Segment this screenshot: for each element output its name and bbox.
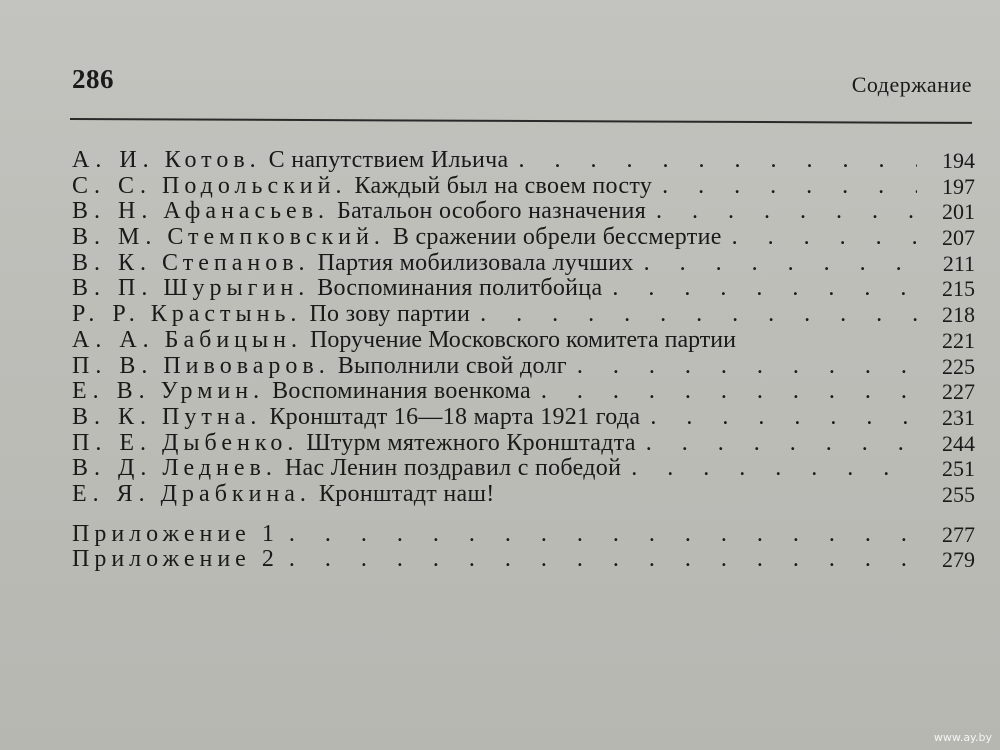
- appendix-page-number: 279: [942, 547, 975, 573]
- page-number: 286: [72, 64, 114, 94]
- dot-leader: [646, 431, 917, 457]
- author-surname: Шурыгин.: [163, 275, 310, 302]
- entry-page-number: 211: [942, 250, 975, 276]
- author-surname: Подольский.: [162, 172, 347, 199]
- toc-entry: [72, 251, 975, 277]
- author-initials: В. К.: [72, 249, 153, 276]
- dot-leader: [289, 522, 917, 548]
- author-initials: В. Н.: [72, 198, 154, 225]
- entry-title: По зову партии: [309, 301, 471, 328]
- toc-appendix: [72, 547, 975, 573]
- author-surname: Драбкина.: [160, 480, 311, 507]
- entry-page-number: 201: [942, 199, 975, 225]
- toc-entry: [72, 174, 975, 200]
- entry-title: Батальон особого назначения: [337, 198, 647, 225]
- toc-appendix: [72, 522, 975, 548]
- entry-title: С напутствием Ильича: [268, 147, 509, 173]
- entry-title: Штурм мятежного Кронштадта: [306, 429, 636, 456]
- dot-leader: [656, 199, 917, 225]
- author-surname: Стемпковский.: [167, 224, 385, 251]
- toc-entry: [72, 328, 975, 354]
- toc-entry: [72, 431, 975, 457]
- entry-page-number: 221: [942, 327, 975, 353]
- author-surname: Урмин.: [160, 378, 265, 405]
- author-surname: Путна.: [162, 403, 262, 430]
- author-initials: В. Д.: [72, 455, 153, 482]
- table-of-contents: [72, 148, 975, 573]
- dot-leader: [541, 379, 917, 405]
- entry-page-number: 251: [942, 456, 975, 482]
- author-initials: С. С.: [72, 172, 153, 199]
- entry-title: Выполнили свой долг: [337, 352, 567, 379]
- dot-leader: [732, 225, 917, 251]
- header-rule: [70, 118, 972, 124]
- entry-page-number: 207: [942, 225, 975, 251]
- entry-page-number: 215: [942, 276, 975, 302]
- dot-leader: [289, 547, 917, 573]
- author-surname: Степанов.: [162, 249, 310, 276]
- dot-leader: [612, 276, 917, 302]
- toc-entry: [72, 482, 975, 508]
- toc-entry: [72, 148, 975, 174]
- entry-title: Каждый был на своем посту: [354, 172, 653, 199]
- author-initials: Р. Р.: [72, 301, 141, 328]
- entry-title: Кронштадт 16—18 марта 1921 года: [269, 403, 641, 430]
- entry-title: Нас Ленин поздравил с победой: [284, 455, 622, 482]
- author-initials: А. И.: [72, 147, 155, 173]
- author-initials: В. К.: [72, 403, 153, 430]
- author-surname: Дыбенко.: [162, 429, 299, 456]
- appendix-label: Приложение 1: [72, 520, 279, 547]
- spacer: [72, 508, 975, 522]
- entry-title: Воспоминания политбойца: [317, 275, 603, 302]
- author-initials: А. А.: [72, 326, 155, 353]
- entry-page-number: 218: [942, 302, 975, 328]
- toc-entry: [72, 456, 975, 482]
- author-surname: Крастынь.: [150, 301, 302, 328]
- entry-title: В сражении обрели бессмертие: [392, 224, 722, 251]
- dot-leader: [577, 354, 917, 380]
- dot-leader: [631, 456, 917, 482]
- toc-entry: [72, 225, 975, 251]
- entry-title: Воспоминания военкома: [272, 378, 531, 405]
- appendix-label: Приложение 2: [72, 546, 279, 573]
- author-initials: В. М.: [72, 224, 158, 251]
- author-initials: В. П.: [72, 275, 154, 302]
- author-initials: Е. Я.: [72, 480, 151, 507]
- toc-entry: [72, 276, 975, 302]
- entry-title: Партия мобилизовала лучших: [317, 249, 634, 276]
- author-surname: Пивоваров.: [163, 352, 330, 379]
- running-head: Содержание: [851, 72, 972, 97]
- author-initials: П. Е.: [72, 429, 152, 456]
- site-watermark: www.ay.by: [933, 731, 992, 744]
- entry-page-number: 231: [942, 404, 975, 430]
- appendix-page-number: 277: [942, 521, 975, 547]
- entry-page-number: 244: [942, 430, 975, 456]
- dot-leader: [662, 174, 917, 200]
- author-surname: Котов.: [164, 147, 261, 173]
- toc-entry: [72, 405, 975, 431]
- author-surname: Бабицын.: [164, 326, 302, 353]
- dot-leader: [644, 251, 917, 277]
- entry-page-number: 197: [942, 173, 975, 199]
- toc-entry: [72, 302, 975, 328]
- author-initials: П. В.: [72, 352, 154, 379]
- toc-entry: [72, 354, 975, 380]
- entry-page-number: 227: [942, 379, 975, 405]
- toc-entry: [72, 379, 975, 405]
- entry-page-number: 255: [942, 481, 975, 507]
- dot-leader: [518, 148, 917, 174]
- dot-leader: [480, 302, 917, 328]
- entry-page-number: 194: [942, 148, 975, 173]
- entry-page-number: 225: [942, 353, 975, 379]
- dot-leader: [650, 405, 917, 431]
- entry-title: Кронштадт наш!: [318, 480, 495, 507]
- entry-title: Поручение Московского комитета партии: [309, 326, 736, 353]
- author-initials: Е. В.: [72, 378, 151, 405]
- toc-entry: [72, 199, 975, 225]
- author-surname: Леднев.: [162, 455, 277, 482]
- author-surname: Афанасьев.: [163, 198, 330, 225]
